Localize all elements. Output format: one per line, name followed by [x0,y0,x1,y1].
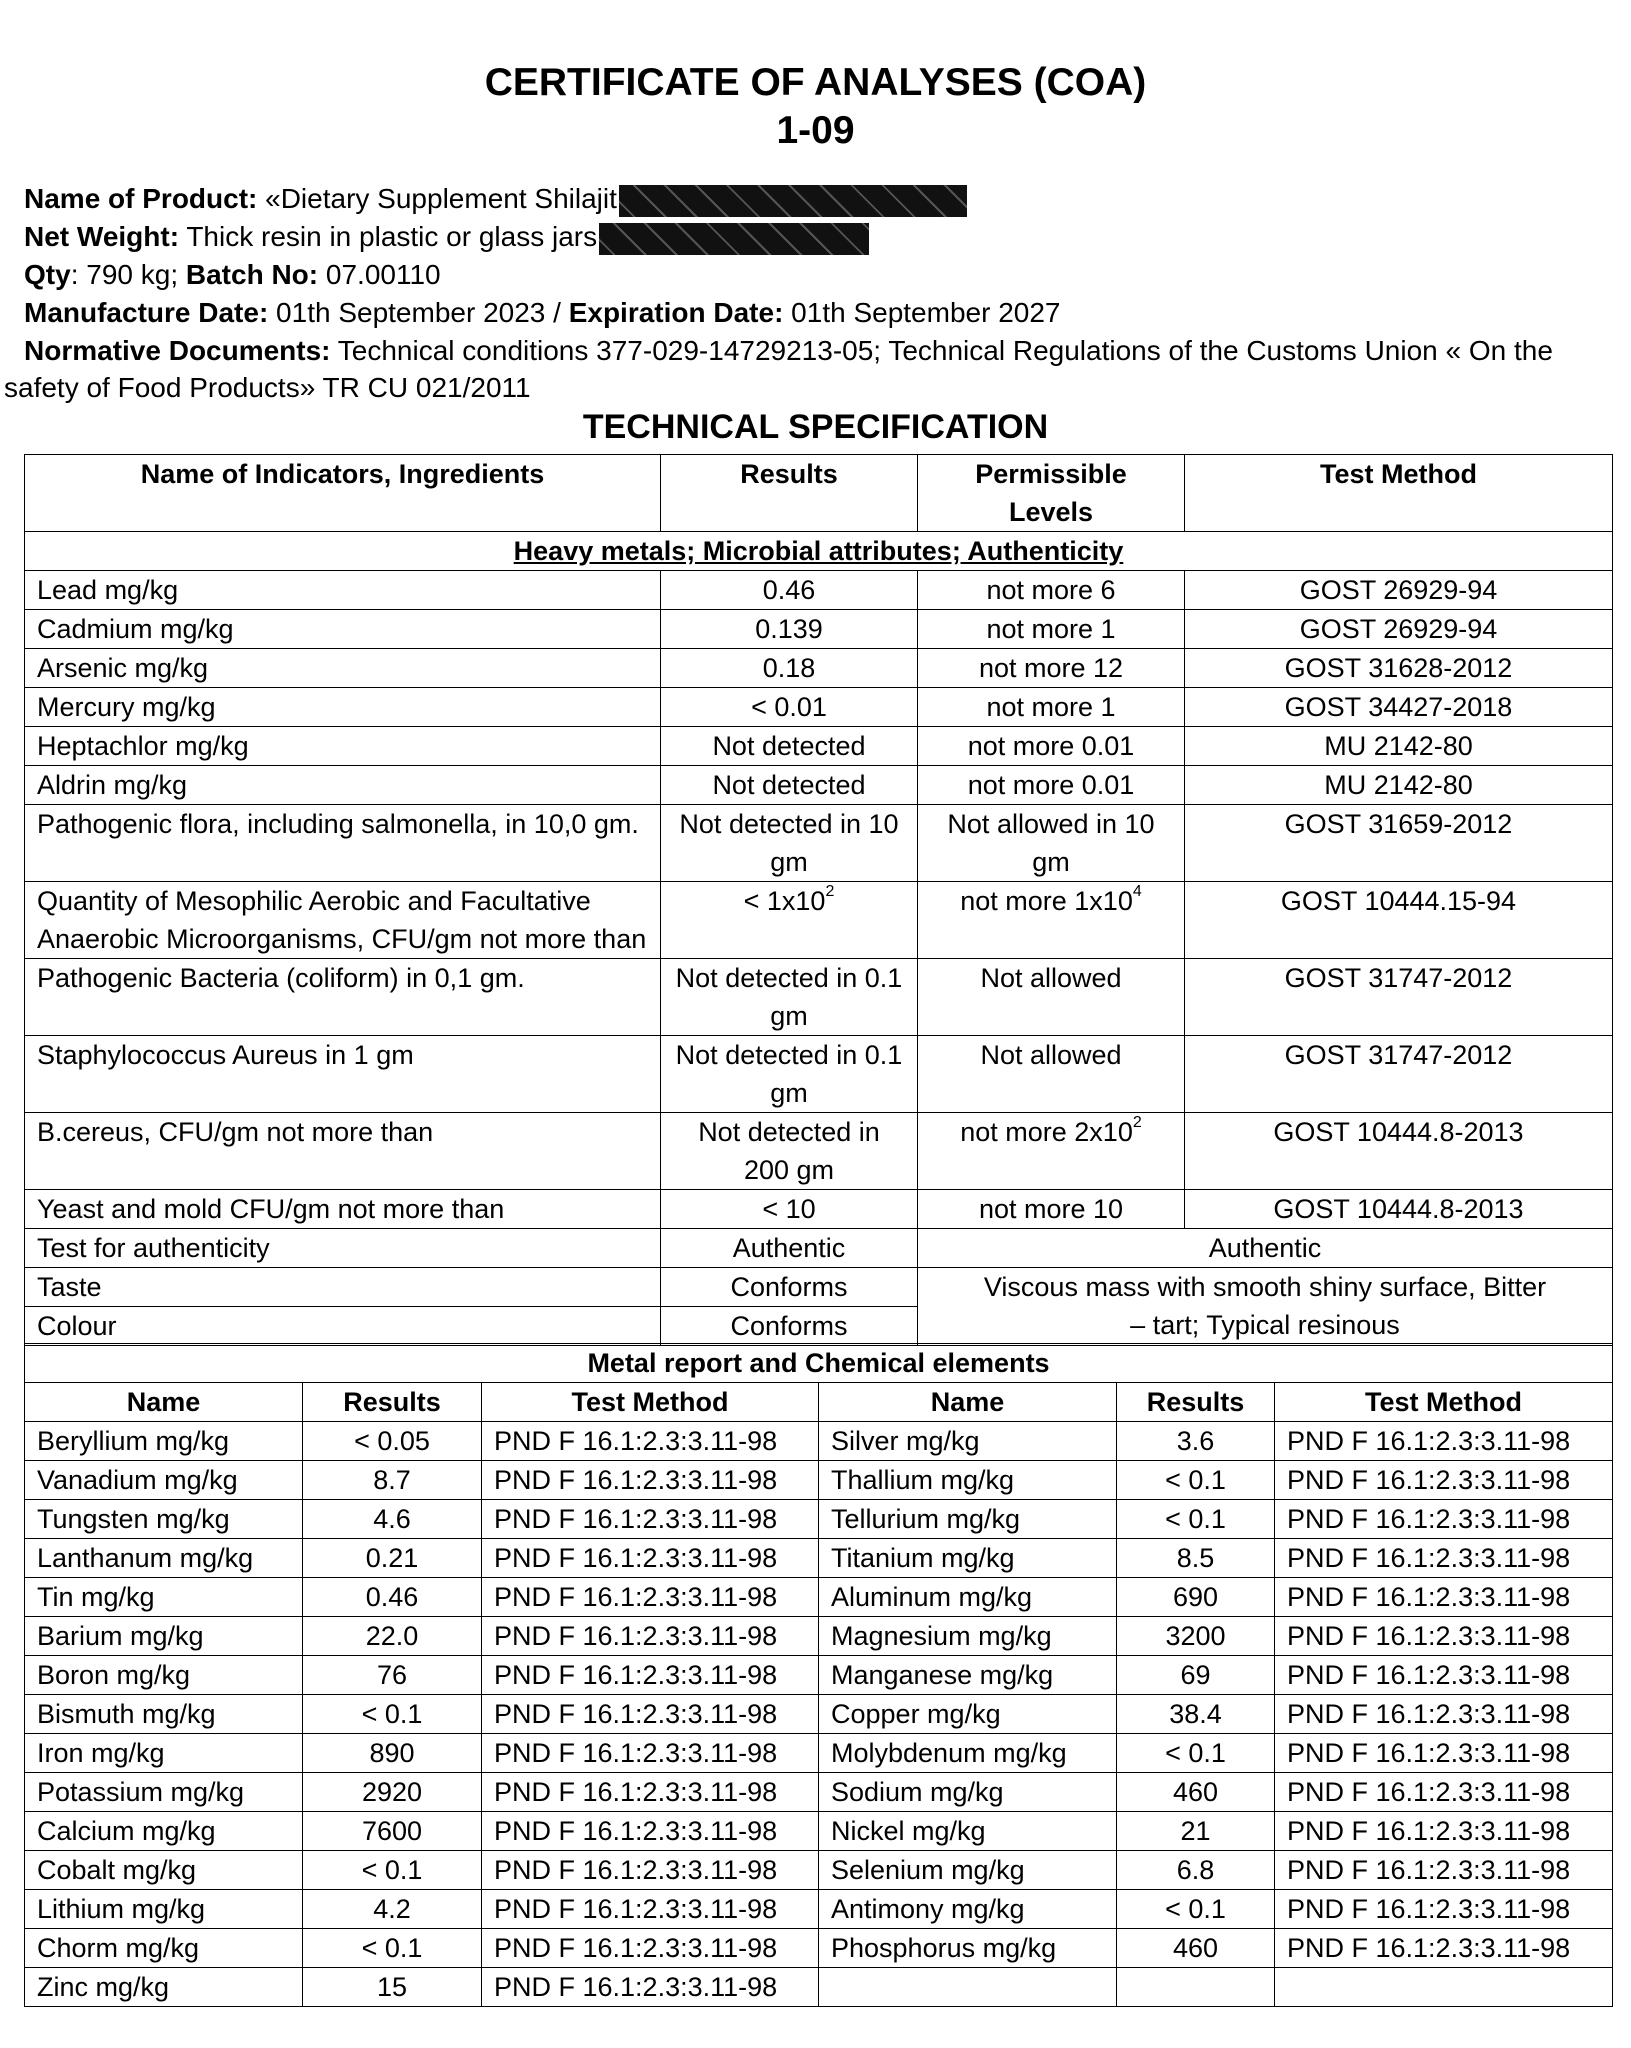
col-header: Name [819,1383,1117,1422]
indicator-level: Not allowed [918,1036,1185,1113]
element-method: PND F 16.1:2.3:3.11-98 [482,1890,819,1929]
element-method: PND F 16.1:2.3:3.11-98 [1275,1656,1613,1695]
table-row [25,1229,1613,1268]
element-name: Potassium mg/kg [25,1773,303,1812]
norm-label: Normative Documents: [24,335,331,366]
indicator-name: Arsenic mg/kg [25,649,661,688]
col-header: Results [1117,1383,1275,1422]
table-row [25,1968,1613,2007]
col-header: Test Method [482,1383,819,1422]
element-result: 7600 [303,1812,482,1851]
element-method: PND F 16.1:2.3:3.11-98 [1275,1812,1613,1851]
norm-value: Technical conditions 377-029-14729213-05; Technical Regulations of the Customs Union « On the [330,335,1553,366]
element-name: Sodium mg/kg [819,1773,1117,1812]
element-name: Boron mg/kg [25,1656,303,1695]
element-method: PND F 16.1:2.3:3.11-98 [1275,1851,1613,1890]
table-row [25,882,1613,959]
element-name: Vanadium mg/kg [25,1461,303,1500]
table-row [25,805,1613,882]
indicator-method: GOST 26929-94 [1185,610,1613,649]
element-result: 8.7 [303,1461,482,1500]
table-row [25,1578,1613,1617]
element-result: 2920 [303,1773,482,1812]
table-row [25,766,1613,805]
element-name: Thallium mg/kg [819,1461,1117,1500]
indicator-level: not more $1x10^4$ [918,882,1185,959]
element-result: < 0.1 [1117,1461,1275,1500]
element-result: 0.46 [303,1578,482,1617]
indicator-result: Not detected [661,766,918,805]
element-name: Lithium mg/kg [25,1890,303,1929]
element-result: 38.4 [1117,1695,1275,1734]
indicator-result: Not detected in 200 gm [661,1113,918,1190]
table-row [25,1500,1613,1539]
element-result: < 0.1 [303,1851,482,1890]
product-value: «Dietary Supplement Shilajit [265,183,617,214]
indicator-name: Colour [25,1307,661,1346]
table-row [25,571,1613,610]
element-method [1275,1968,1613,2007]
element-result: < 0.1 [1117,1734,1275,1773]
section-title: Heavy metals; Microbial attributes; Authenticity [513,536,1124,566]
col-header: Permissible Levels [918,455,1185,532]
indicator-name: Heptachlor mg/kg [25,727,661,766]
element-name: Chorm mg/kg [25,1929,303,1968]
element-result: 15 [303,1968,482,2007]
indicator-level: Not allowed [918,959,1185,1036]
table-row [25,1617,1613,1656]
element-result: < 0.1 [303,1695,482,1734]
indicator-name: Cadmium mg/kg [25,610,661,649]
element-name: Cobalt mg/kg [25,1851,303,1890]
element-method: PND F 16.1:2.3:3.11-98 [482,1656,819,1695]
weight-line [24,218,1604,256]
redaction-block [599,223,869,255]
indicator-result: Conforms [661,1307,918,1346]
table-row [25,1113,1613,1190]
element-result: < 0.05 [303,1422,482,1461]
element-method: PND F 16.1:2.3:3.11-98 [482,1929,819,1968]
batch-label: Batch No: [185,259,319,290]
element-result: 3.6 [1117,1422,1275,1461]
indicator-method: GOST 31747-2012 [1185,1036,1613,1113]
element-result: 460 [1117,1929,1275,1968]
element-method: PND F 16.1:2.3:3.11-98 [482,1422,819,1461]
indicator-result: Not detected in 0.1 gm [661,1036,918,1113]
redaction-block [619,185,967,217]
element-result: 21 [1117,1812,1275,1851]
table-row [25,1734,1613,1773]
indicator-level: not more 0.01 [918,727,1185,766]
table-row [25,1268,1613,1307]
element-method: PND F 16.1:2.3:3.11-98 [1275,1539,1613,1578]
table-row [25,1539,1613,1578]
spec-header-row [25,455,1613,532]
element-result: 8.5 [1117,1539,1275,1578]
element-name: Calcium mg/kg [25,1812,303,1851]
mfg-value: 01th September 2023 / [268,297,569,328]
element-result: 6.8 [1117,1851,1275,1890]
indicator-method: GOST 10444.8-2013 [1185,1113,1613,1190]
element-name: Barium mg/kg [25,1617,303,1656]
element-result: < 0.1 [303,1929,482,1968]
indicator-method: GOST 26929-94 [1185,571,1613,610]
indicator-name: Lead mg/kg [25,571,661,610]
section-title: Metal report and Chemical elements [25,1344,1613,1383]
element-name: Tin mg/kg [25,1578,303,1617]
col-header: Results [303,1383,482,1422]
indicator-name: Quantity of Mesophilic Aerobic and Facultative Anaerobic Microorganisms, CFU/gm not more than [25,882,661,959]
element-method: PND F 16.1:2.3:3.11-98 [482,1617,819,1656]
element-result: 690 [1117,1578,1275,1617]
section-row [25,532,1613,571]
element-name: Beryllium mg/kg [25,1422,303,1461]
element-method: PND F 16.1:2.3:3.11-98 [1275,1617,1613,1656]
document-number: 1-09 [776,109,855,152]
table-row [25,610,1613,649]
element-method: PND F 16.1:2.3:3.11-98 [482,1578,819,1617]
col-header: Test Method [1275,1383,1613,1422]
indicator-level: Authentic [918,1229,1613,1268]
col-header: Results [661,455,918,532]
indicator-method: GOST 10444.15-94 [1185,882,1613,959]
indicator-result: Conforms [661,1268,918,1307]
weight-value: Thick resin in plastic or glass jars [186,221,598,252]
indicator-level: Not allowed in 10 gm [918,805,1185,882]
metals-table [24,1343,1613,2007]
table-row [25,1812,1613,1851]
element-method: PND F 16.1:2.3:3.11-98 [482,1773,819,1812]
element-method: PND F 16.1:2.3:3.11-98 [482,1968,819,2007]
element-result: 3200 [1117,1617,1275,1656]
table-row [25,1773,1613,1812]
indicator-method: GOST 34427-2018 [1185,688,1613,727]
element-name: Aluminum mg/kg [819,1578,1117,1617]
element-method: PND F 16.1:2.3:3.11-98 [482,1500,819,1539]
qty-value: : 790 kg; [70,259,186,290]
element-result: 4.2 [303,1890,482,1929]
element-method: PND F 16.1:2.3:3.11-98 [482,1695,819,1734]
table-row [25,1422,1613,1461]
element-method: PND F 16.1:2.3:3.11-98 [1275,1890,1613,1929]
table-row [25,688,1613,727]
element-method: PND F 16.1:2.3:3.11-98 [1275,1578,1613,1617]
col-header: Name of Indicators, Ingredients [25,455,661,532]
indicator-result: < $1x10^2$ [661,882,918,959]
indicator-result: Not detected [661,727,918,766]
element-result: < 0.1 [1117,1890,1275,1929]
table-row [25,1929,1613,1968]
indicator-result: < 10 [661,1190,918,1229]
element-name: Zinc mg/kg [25,1968,303,2007]
element-name: Copper mg/kg [819,1695,1117,1734]
indicator-result: 0.46 [661,571,918,610]
exp-value: 01th September 2027 [783,297,1061,328]
element-name: Molybdenum mg/kg [819,1734,1117,1773]
indicator-level: not more $2x10^2$ [918,1113,1185,1190]
element-method: PND F 16.1:2.3:3.11-98 [1275,1734,1613,1773]
dates-line [24,294,1604,332]
indicator-method: GOST 10444.8-2013 [1185,1190,1613,1229]
indicator-name: Pathogenic Bacteria (coliform) in 0,1 gm. [25,959,661,1036]
table-row [25,1461,1613,1500]
exp-label: Expiration Date: [568,297,784,328]
indicator-name: Test for authenticity [25,1229,661,1268]
indicator-name: Staphylococcus Aureus in 1 gm [25,1036,661,1113]
spec-heading: TECHNICAL SPECIFICATION [582,408,1049,446]
element-method: PND F 16.1:2.3:3.11-98 [1275,1929,1613,1968]
indicator-level: not more 0.01 [918,766,1185,805]
table-row [25,1890,1613,1929]
element-method: PND F 16.1:2.3:3.11-98 [482,1851,819,1890]
indicator-level: not more 1 [918,610,1185,649]
qty-line [24,256,1604,294]
spec-table [24,454,1613,1346]
element-name [819,1968,1117,2007]
element-name: Nickel mg/kg [819,1812,1117,1851]
element-method: PND F 16.1:2.3:3.11-98 [1275,1461,1613,1500]
col-header: Test Method [1185,455,1613,532]
element-result: 460 [1117,1773,1275,1812]
indicator-name: Pathogenic flora, including salmonella, in 10,0 gm. [25,805,661,882]
element-method: PND F 16.1:2.3:3.11-98 [1275,1500,1613,1539]
element-name: Antimony mg/kg [819,1890,1117,1929]
element-method: PND F 16.1:2.3:3.11-98 [1275,1773,1613,1812]
indicator-level: not more 12 [918,649,1185,688]
indicator-method: MU 2142-80 [1185,727,1613,766]
element-name: Manganese mg/kg [819,1656,1117,1695]
table-row [25,1190,1613,1229]
indicator-name: Aldrin mg/kg [25,766,661,805]
table-row [25,1036,1613,1113]
element-name: Magnesium mg/kg [819,1617,1117,1656]
indicator-result: Not detected in 10 gm [661,805,918,882]
document-title: CERTIFICATE OF ANALYSES (COA) [484,61,1147,104]
table-row [25,1656,1613,1695]
qty-label: Qty [24,259,71,290]
element-name: Phosphorus mg/kg [819,1929,1117,1968]
element-method: PND F 16.1:2.3:3.11-98 [482,1461,819,1500]
indicator-level: not more 6 [918,571,1185,610]
indicator-name: Taste [25,1268,661,1307]
element-result: 69 [1117,1656,1275,1695]
indicator-level: not more 1 [918,688,1185,727]
element-result: 76 [303,1656,482,1695]
indicator-name: Mercury mg/kg [25,688,661,727]
indicator-name: B.cereus, CFU/gm not more than [25,1113,661,1190]
element-method: PND F 16.1:2.3:3.11-98 [482,1812,819,1851]
element-name: Iron mg/kg [25,1734,303,1773]
batch-value: 07.00110 [318,259,441,290]
element-name: Silver mg/kg [819,1422,1117,1461]
indicator-result: Authentic [661,1229,918,1268]
element-name: Titanium mg/kg [819,1539,1117,1578]
col-header: Name [25,1383,303,1422]
table-row [25,1695,1613,1734]
element-name: Tellurium mg/kg [819,1500,1117,1539]
normative-line [24,332,1604,370]
indicator-method: GOST 31659-2012 [1185,805,1613,882]
element-name: Tungsten mg/kg [25,1500,303,1539]
indicator-result: 0.139 [661,610,918,649]
element-result: 4.6 [303,1500,482,1539]
element-name: Bismuth mg/kg [25,1695,303,1734]
product-label: Name of Product: [24,183,258,214]
indicator-name: Yeast and mold CFU/gm not more than [25,1190,661,1229]
table-row [25,959,1613,1036]
element-method: PND F 16.1:2.3:3.11-98 [482,1734,819,1773]
taste-colour-level: Viscous mass with smooth shiny surface, Bitter – tart; Typical resinous [918,1268,1613,1346]
element-result: 890 [303,1734,482,1773]
indicator-result: < 0.01 [661,688,918,727]
indicator-result: 0.18 [661,649,918,688]
element-result [1117,1968,1275,2007]
element-name: Selenium mg/kg [819,1851,1117,1890]
indicator-result: Not detected in 0.1 gm [661,959,918,1036]
product-line [24,180,1604,218]
mfg-label: Manufacture Date: [24,297,269,328]
element-method: PND F 16.1:2.3:3.11-98 [482,1539,819,1578]
element-result: 0.21 [303,1539,482,1578]
indicator-method: GOST 31747-2012 [1185,959,1613,1036]
indicator-method: GOST 31628-2012 [1185,649,1613,688]
element-result: < 0.1 [1117,1500,1275,1539]
table-row [25,1851,1613,1890]
normative-line-2: safety of Food Products» TR CU 021/2011 [4,372,531,403]
element-method: PND F 16.1:2.3:3.11-98 [1275,1422,1613,1461]
element-result: 22.0 [303,1617,482,1656]
table-row [25,649,1613,688]
indicator-method: MU 2142-80 [1185,766,1613,805]
table-row [25,727,1613,766]
indicator-level: not more 10 [918,1190,1185,1229]
weight-label: Net Weight: [24,221,180,252]
metals-header-row [25,1383,1613,1422]
section-row [25,1344,1613,1383]
element-name: Lanthanum mg/kg [25,1539,303,1578]
element-method: PND F 16.1:2.3:3.11-98 [1275,1695,1613,1734]
